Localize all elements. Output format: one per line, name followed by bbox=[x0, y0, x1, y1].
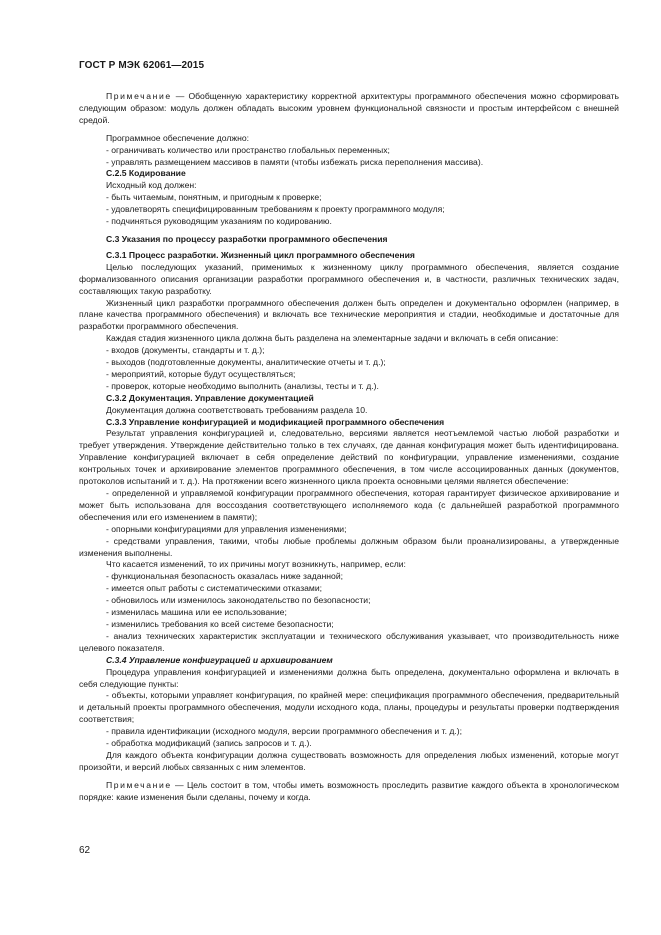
list-item: - функциональная безопасность оказалась ниже заданной; bbox=[106, 571, 344, 582]
paragraph: Процедура управления конфигурацией и изменениями должна быть определена, документально оформлена и включать в себя следующие пункты: bbox=[79, 666, 619, 689]
note-text: — Обобщенную характеристику корректной архитектуры программного обеспечения можно сформировать следующим образом: модуль должен обладать высоким уровнем функциональной связности и простым интерфейсом с внешней средой. bbox=[79, 91, 619, 125]
note-paragraph bbox=[79, 91, 619, 127]
note-text: — Цель состоит в том, чтобы иметь возможность проследить развитие каждого объекта в хронологическом порядке: какие изменения были сделаны, почему и когда. bbox=[79, 779, 619, 802]
software-must-intro: Программное обеспечение должно: bbox=[106, 132, 250, 143]
list-item: - подчиняться руководящим указаниям по кодированию. bbox=[106, 216, 332, 227]
list-item: - изменились требования ко всей системе безопасности; bbox=[106, 618, 334, 629]
list-item: - управлять размещением массивов в памяти (чтобы избежать риска переполнения массива). bbox=[106, 156, 484, 167]
section-heading-c25: С.2.5 Кодирование bbox=[106, 168, 186, 179]
paragraph: Исходный код должен: bbox=[106, 180, 197, 191]
list-item: - обработка модификаций (запись запросов и т. д.). bbox=[106, 738, 312, 749]
list-item: - выходов (подготовленные документы, аналитические отчеты и т. д.); bbox=[106, 357, 386, 368]
list-item: - имеется опыт работы с систематическими отказами; bbox=[106, 583, 323, 594]
list-item: - быть читаемым, понятным, и пригодным к проверке; bbox=[106, 192, 322, 203]
list-item: - изменилась машина или ее использование; bbox=[106, 607, 287, 618]
list-item: - удовлетворять специфицированным требованиям к проекту программного модуля; bbox=[106, 204, 445, 215]
paragraph: Что касается изменений, то их причины могут возникнуть, например, если: bbox=[106, 559, 406, 570]
section-heading-c3: С.3 Указания по процессу разработки программного обеспечения bbox=[106, 233, 388, 244]
list-item: - средствами управления, такими, чтобы любые проблемы должным образом были проанализированы, а утвержденные изменения выполнены. bbox=[79, 535, 619, 558]
list-item: - объекты, которыми управляет конфигурация, по крайней мере: спецификация программного обеспечения, предварительный и детальный проекты программного обеспечения, модули исходного кода, планы, процедуры и результаты проверки подтверждения соответствия; bbox=[79, 690, 619, 725]
paragraph: Результат управления конфигурацией и, следовательно, версиями является неотъемлемой частью любой разработки и требует утверждения. Утверждение действительно только в тех случаях, где данная конфигурация может быть идентифицирована. Управление конфигурацией включает в себя определение действий по конфигурации, управление изменениями, создание контрольных точек и архивирование элементов программного обеспечения, в том числе ассоциированных данных (документов, протоколов испытаний и т. д.). На протяжении всего жизненного цикла проекта основными целями является обеспечение: bbox=[79, 428, 619, 487]
section-heading-c32: С.3.2 Документация. Управление документацией bbox=[106, 392, 314, 403]
paragraph: Документация должна соответствовать требованиям раздела 10. bbox=[106, 404, 368, 415]
section-heading-c31: С.3.1 Процесс разработки. Жизненный цикл программного обеспечения bbox=[106, 249, 415, 260]
paragraph: Каждая стадия жизненного цикла должна быть разделена на элементарные задачи и включать в себя описание: bbox=[106, 333, 559, 344]
section-heading-c33: С.3.3 Управление конфигурацией и модификацией программного обеспечения bbox=[106, 416, 445, 427]
list-item: - анализ технических характеристик эксплуатации и технического обслуживания указывает, что производительность ниже целевого показателя. bbox=[79, 630, 619, 653]
page-number: 62 bbox=[79, 845, 91, 856]
section-heading-c34: С.3.4 Управление конфигурацией и архивированием bbox=[106, 654, 333, 665]
list-item: - определенной и управляемой конфигурации программного обеспечения, которая гарантирует физическое архивирование и может быть использована для воссоздания соответствующего исполняемого кода (с дальнейшей разработкой программного обеспечения или его изменением в памяти); bbox=[79, 488, 619, 522]
note-label: Примечание bbox=[106, 91, 172, 101]
paragraph: Целью последующих указаний, применимых к жизненному циклу программного обеспечения, является создание формализованного описания организации разработки программного обеспечения и, в частности, различных технических задач, составляющих такую разработку. bbox=[79, 261, 619, 296]
list-item: - ограничивать количество или пространство глобальных переменных; bbox=[106, 144, 390, 155]
list-item: - мероприятий, которые будут осуществляться; bbox=[106, 368, 296, 379]
list-item: - входов (документы, стандарты и т. д.); bbox=[106, 345, 265, 356]
list-item: - опорными конфигурациями для управления изменениями; bbox=[106, 523, 347, 534]
list-item: - проверок, которые необходимо выполнить (анализы, тесты и т. д.). bbox=[106, 380, 379, 391]
paragraph: Жизненный цикл разработки программного обеспечения должен быть определен и документально оформлен (например, в плане качества программного обеспечения) и включать все технические мероприятия и стадии, необходимые и достаточные для разработки программного обеспечения. bbox=[79, 297, 619, 332]
note-label: Примечание bbox=[106, 779, 172, 790]
page-content bbox=[79, 91, 619, 804]
document-header: ГОСТ Р МЭК 62061—2015 bbox=[79, 60, 205, 71]
paragraph: Для каждого объекта конфигурации должна существовать возможность для определения любых изменений, которые могут произойти, и версий любых связанных с ним элементов. bbox=[79, 749, 619, 772]
list-item: - обновилось или изменилось законодательство по безопасности; bbox=[106, 595, 371, 606]
note-paragraph bbox=[79, 780, 619, 804]
list-item: - правила идентификации (исходного модуля, версии программного обеспечения и т. д.); bbox=[106, 726, 463, 737]
